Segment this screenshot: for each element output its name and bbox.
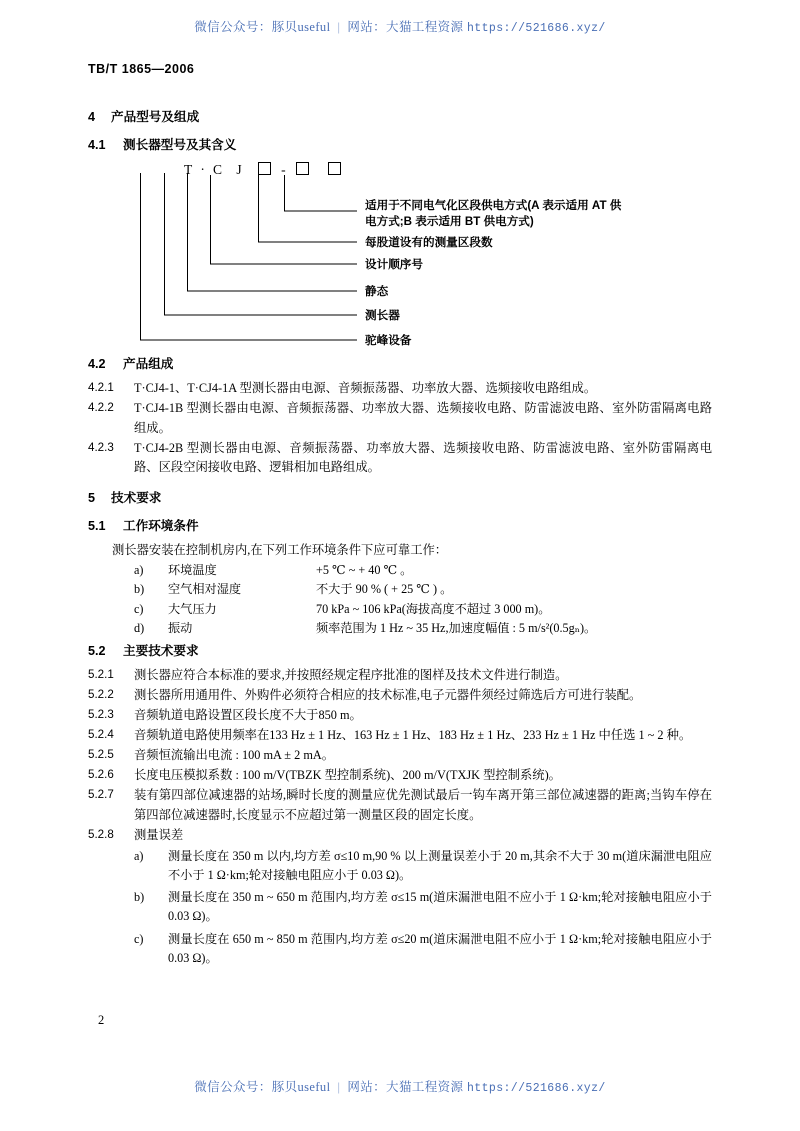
watermark-site-label: 网站：: [347, 20, 387, 34]
heading-section-4-2-number: 4.2: [88, 357, 106, 372]
env-condition-d-label: d): [134, 620, 145, 635]
heading-section-4-1-number: 4.1: [88, 138, 106, 153]
clause-4-2-1-number: 4.2.1: [88, 381, 114, 395]
heading-section-4-title: 产品型号及组成: [111, 110, 200, 124]
env-condition-d-name: 振动: [168, 620, 193, 635]
clause-5-2-7-text: 装有第四部位减速器的站场,瞬时长度的测量应优先测试最后一钩车离开第三部位减速器的距离;当钩车停在第四部位减速器时,长度显示不应超过第一测量区段的固定长度。: [134, 788, 712, 822]
clause-4-2-1-text: T·CJ4-1、T·CJ4-1A 型测长器由电源、音频振荡器、功率放大器、选频接收电路组成。: [134, 381, 597, 396]
document-body: [88, 108, 712, 968]
clause-4-2-3-text: T·CJ4-2B 型测长器由电源、音频振荡器、功率放大器、选频接收电路、防雷滤波电路、室外防雷隔离电路、区段空闲接收电路、逻辑相加电路组成。: [134, 440, 712, 474]
running-head-standard-number: TB/T 1865—2006: [88, 62, 195, 76]
env-condition-row-d: [88, 619, 712, 638]
designation-label-power-supply-mode: 适用于不同电气化区段供电方式(A 表示适用 AT 供电方式;B 表示适用 BT 供电方式): [365, 199, 622, 228]
measurement-error-c-text: 测量长度在 650 m ~ 850 m 范围内,均方差 σ≤20 m(道床漏泄电阻不应小于 1 Ω·km;轮对接触电阻应小于 0.03 Ω)。: [168, 931, 712, 965]
designation-label-static: 静态: [365, 285, 389, 299]
watermark-bottom-site-label: 网站：: [347, 1080, 387, 1094]
env-condition-b-value: 不大于 90 % ( + 25 ℃ ) 。: [316, 582, 453, 597]
env-condition-a-name: 环境温度: [168, 562, 217, 577]
clause-5-2-7-number: 5.2.7: [88, 788, 114, 802]
model-designation-diagram: [88, 160, 712, 355]
clause-4-2-2-number: 4.2.2: [88, 401, 114, 415]
watermark-bottom: [0, 1077, 800, 1095]
env-condition-a-value: +5 ℃ ~ + 40 ℃ 。: [316, 562, 413, 577]
clause-5-2-5: [88, 746, 712, 765]
env-condition-b-name: 空气相对湿度: [168, 582, 242, 597]
env-condition-c-value: 70 kPa ~ 106 kPa(海拔高度不超过 3 000 m)。: [316, 601, 551, 616]
watermark-top: [0, 17, 800, 35]
clause-5-2-4-text: 音频轨道电路使用频率在133 Hz ± 1 Hz、163 Hz ± 1 Hz、183 Hz ± 1 Hz、233 Hz ± 1 Hz 中任选 1 ~ 2 种。: [134, 728, 692, 743]
heading-section-5-2-title: 主要技术要求: [123, 644, 199, 659]
clause-5-2-3-text: 音频轨道电路设置区段长度不大于850 m。: [134, 708, 362, 723]
clause-5-2-5-text: 音频恒流输出电流 : 100 mA ± 2 mA。: [134, 748, 335, 763]
clause-5-2-8-title: 测量误差: [134, 827, 184, 842]
clause-5-2-1: [88, 666, 712, 685]
designation-symbol-dot-1: ·: [200, 162, 205, 178]
watermark-bottom-url: https://521686.xyz/: [466, 1082, 606, 1095]
clause-5-2-6: [88, 766, 712, 785]
clause-5-2-4: [88, 726, 712, 745]
watermark-account: 豚贝useful: [271, 20, 331, 34]
heading-section-4: [88, 108, 712, 127]
measurement-error-a-text: 测量长度在 350 m 以内,均方差 σ≤10 m,90 % 以上测量误差小于 20 m,其余不大于 30 m(道床漏泄电阻应不小于 1 Ω·km;轮对接触电阻应小于 0.03 Ω)。: [168, 848, 712, 882]
watermark-separator: |: [337, 20, 341, 34]
heading-section-4-1-title: 测长器型号及其含义: [123, 138, 237, 153]
heading-section-5-1: [88, 517, 712, 536]
clause-5-2-8-number: 5.2.8: [88, 827, 114, 841]
watermark-site-name: 大猫工程资源: [386, 20, 464, 34]
env-condition-row-c: [88, 600, 712, 619]
env-condition-d-value: 频率范围为 1 Hz ~ 35 Hz,加速度幅值 : 5 m/s²(0.5gₙ)。: [316, 620, 597, 635]
clause-4-2-2-text: T·CJ4-1B 型测长器由电源、音频振荡器、功率放大器、选频接收电路、防雷滤波电路、室外防雷隔离电路组成。: [134, 401, 712, 435]
clause-5-2-3-number: 5.2.3: [88, 708, 114, 722]
measurement-error-item-a: [88, 847, 712, 886]
clause-5-2-5-number: 5.2.5: [88, 748, 114, 762]
section-5-1-lead-text: 测长器安装在控制机房内,在下列工作环境条件下应可靠工作：: [112, 542, 448, 557]
env-condition-c-name: 大气压力: [168, 601, 217, 616]
clause-5-2-2-text: 测长器所用通用件、外购件必须符合相应的技术标准,电子元器件须经过筛选后方可进行装配。: [134, 688, 642, 703]
designation-label-hump-equipment: 驼峰设备: [365, 334, 412, 348]
designation-label-design-serial: 设计顺序号: [365, 258, 423, 272]
measurement-error-b-label: b): [134, 890, 145, 905]
heading-section-4-1: [88, 136, 712, 155]
clause-5-2-1-text: 测长器应符合本标准的要求,并按照经规定程序批准的图样及技术文件进行制造。: [134, 668, 568, 683]
clause-5-2-1-number: 5.2.1: [88, 668, 114, 682]
measurement-error-item-b: [88, 888, 712, 927]
clause-5-2-6-number: 5.2.6: [88, 768, 114, 782]
clause-5-2-3: [88, 706, 712, 725]
heading-section-4-number: 4: [88, 110, 96, 124]
designation-symbol-t: T: [184, 162, 193, 178]
heading-section-5-2: [88, 642, 712, 661]
watermark-bottom-account: 豚贝useful: [271, 1080, 331, 1094]
designation-symbol-c: C: [213, 162, 223, 178]
heading-section-4-2: [88, 355, 712, 374]
heading-section-5-title: 技术要求: [111, 490, 162, 505]
heading-section-5-1-title: 工作环境条件: [123, 518, 199, 533]
clause-4-2-1: [88, 379, 712, 398]
measurement-error-b-text: 测量长度在 350 m ~ 650 m 范围内,均方差 σ≤15 m(道床漏泄电阻不应小于 1 Ω·km;轮对接触电阻应小于 0.03 Ω)。: [168, 890, 712, 924]
clause-5-2-7: [88, 786, 712, 824]
clause-5-2-8: [88, 826, 712, 845]
watermark-bottom-prefix: 微信公众号：: [194, 1080, 272, 1094]
designation-symbol-j: J: [236, 162, 242, 178]
designation-label-length-meter: 测长器: [365, 309, 400, 323]
watermark-url: https://521686.xyz/: [466, 22, 606, 35]
heading-section-5-number: 5: [88, 490, 96, 505]
clause-4-2-2: [88, 399, 712, 437]
heading-section-5-1-number: 5.1: [88, 518, 106, 533]
clause-5-2-2-number: 5.2.2: [88, 688, 114, 702]
env-condition-row-a: [88, 561, 712, 580]
heading-section-5: [88, 489, 712, 508]
measurement-error-a-label: a): [134, 848, 144, 863]
designation-label-section-count: 每股道设有的测量区段数: [365, 236, 493, 250]
clause-5-2-6-text: 长度电压模拟系数 : 100 m/V(TBZK 型控制系统)、200 m/V(TXJK 型控制系统)。: [134, 768, 561, 783]
heading-section-5-2-number: 5.2: [88, 644, 106, 659]
measurement-error-c-label: c): [134, 931, 144, 946]
clause-5-2-4-number: 5.2.4: [88, 728, 114, 742]
designation-symbol-dash: -: [281, 162, 286, 178]
clause-5-2-2: [88, 686, 712, 705]
page-number: 2: [98, 1013, 105, 1027]
watermark-bottom-site-name: 大猫工程资源: [386, 1080, 464, 1094]
heading-section-4-2-title: 产品组成: [123, 357, 174, 372]
env-condition-b-label: b): [134, 582, 145, 597]
designation-label-group: [88, 160, 712, 355]
env-condition-a-label: a): [134, 562, 144, 577]
watermark-bottom-separator: |: [337, 1080, 341, 1094]
clause-4-2-3-number: 4.2.3: [88, 440, 114, 454]
env-condition-c-label: c): [134, 601, 144, 616]
env-condition-row-b: [88, 580, 712, 599]
clause-4-2-3: [88, 439, 712, 477]
watermark-prefix: 微信公众号：: [194, 20, 272, 34]
measurement-error-item-c: [88, 930, 712, 969]
